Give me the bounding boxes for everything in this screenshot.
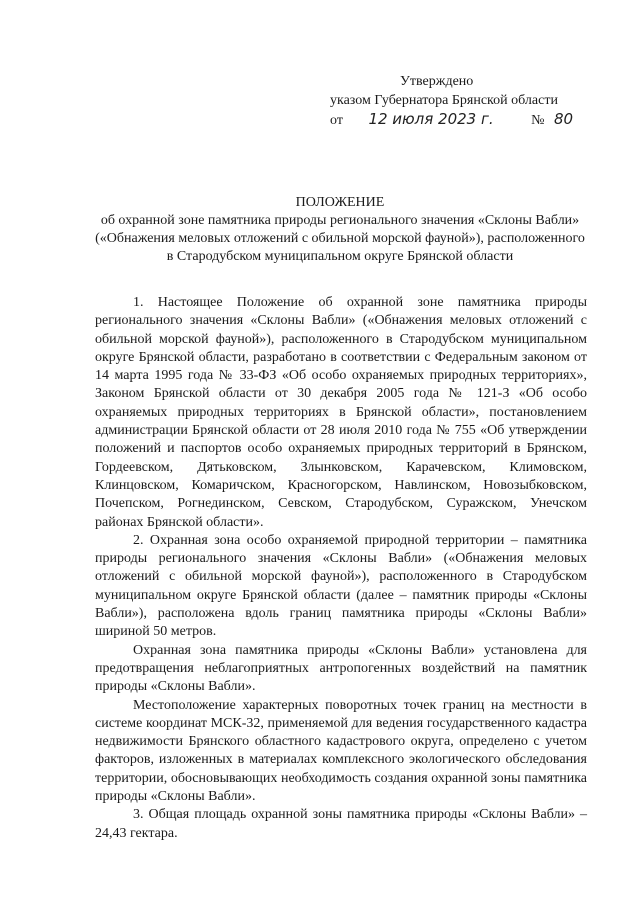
document-heading: ПОЛОЖЕНИЕ — [295, 195, 385, 210]
approval-line2: указом Губернатора Брянской области — [330, 93, 558, 108]
approval-number: 80 — [554, 110, 574, 128]
paragraph-1: 1. Настоящее Положение об охранной зоне памятника природы регионального значения «Склоны Вабли» («Обнажения меловых отложений с обильной морской фауной»), расположенного в Стародубском муниципальном округе Брянской области, разработано в соответствии с Федеральным законом от 14 марта 1995 года № 33-ФЗ «Об особо охраняемых природных территориях», Законом Брянской области от 30 декабря 2005 года № 121-З «Об особо охраняемых природных территориях в Брянской области», постановлением администрации Брянской области от 28 июля 2010 года № 755 «Об утверждении положений и паспортов особо охраняемых природных территорий в Брянском, Гордеевском, Дятьковском, Злынковском, Карачевском, Климовском, Клинцовском, Комаричском, Красногорском, Навлинском, Новозыбковском, Почепском, Рогнединском, Севском, Стародубском, Суражском, Унечском районах Брянской области». — [95, 295, 587, 530]
document-title — [95, 194, 585, 266]
document-body — [95, 294, 587, 843]
paragraph-3: Охранная зона памятника природы «Склоны Вабли» установлена для предотвращения неблагоприятных антропогенных воздействий на памятник природы «Склоны Вабли». — [95, 642, 587, 695]
document-subtitle: об охранной зоне памятника природы регионального значения «Склоны Вабли» («Обнажения меловых отложений с обильной морской фауной»), расположенного в Стародубском муниципальном округе Брянской области — [95, 213, 585, 264]
paragraph-4: Местоположение характерных поворотных точек границ на местности в системе координат МСК-32, применяемой для ведения государственного кадастра недвижимости Брянского областного кадастрового округа, определено с учетом факторов, изложенных в материалах комплексного экологического обследования территории, обосновывающих необходимость создания охранной зоны памятника природы «Склоны Вабли». — [95, 697, 587, 805]
paragraph-2: 2. Охранная зона особо охраняемой природной территории – памятника природы регионального значения «Склоны Вабли» («Обнажения меловых отложений с обильной морской фауной»), расположенного в Стародубском муниципальном округе Брянской области (далее – памятник природы «Склоны Вабли»), расположена вдоль границ памятника природы «Склоны Вабли» шириной 50 метров. — [95, 532, 587, 640]
approval-date-line — [330, 110, 573, 130]
approval-date: 12 июля 2023 г. — [368, 110, 494, 128]
approval-from: от — [330, 113, 343, 128]
approval-stamp — [330, 72, 573, 130]
paragraph-5: 3. Общая площадь охранной зоны памятника природы «Склоны Вабли» – 24,43 гектара. — [95, 807, 587, 841]
approval-line1: Утверждено — [400, 74, 474, 89]
approval-number-sign: № — [531, 113, 545, 128]
